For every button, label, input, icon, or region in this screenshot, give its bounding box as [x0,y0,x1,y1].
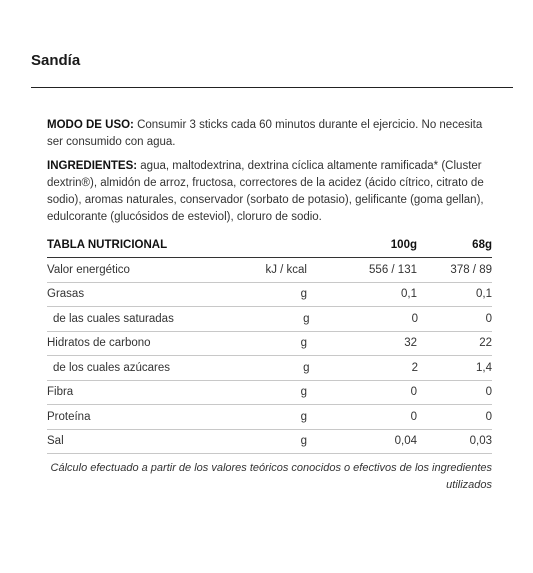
footnote: Cálculo efectuado a partir de los valores teóricos conocidos o efectivos de los ingredientes utilizados [50,462,492,491]
value-68g: 0 [485,312,492,325]
value-68g: 378 / 89 [450,263,492,276]
usage-paragraph [47,117,492,151]
value-100g: 556 / 131 [369,263,417,276]
nutrient-name: Hidratos de carbono [47,337,151,350]
nutrient-name: Valor energético [47,263,130,276]
value-100g: 0 [410,386,417,399]
value-68g: 22 [479,337,492,350]
header-68g: 68g [472,239,492,251]
table-row [47,430,492,455]
ingredients-text: agua, maltodextrina, dextrina cíclica altamente ramificada* (Cluster dextrin®), almidón de arroz, fructosa, correctores de la acidez (ácido cítrico, citrato de sodio), aromas naturales, conservador (sorbato de potasio), gelificante (goma gellan), edulcorante (glucósidos de esteviol), cloruro de sodio. [47,160,484,223]
nutrient-name: Fibra [47,386,74,399]
table-row [47,356,492,381]
usage-label: MODO DE USO: [47,119,134,131]
table-row [47,307,492,332]
nutrient-unit: g [300,386,307,399]
nutrient-unit: g [300,410,307,423]
nutrient-name: de los cuales azúcares [53,361,170,374]
nutrient-unit: g [303,361,310,374]
value-100g: 2 [411,361,419,374]
ingredients-label: INGREDIENTES: [47,160,138,172]
header-100g: 100g [390,239,417,251]
product-title: Sandía [31,52,81,69]
nutrient-unit: kJ / kcal [265,263,307,276]
value-100g: 32 [404,337,417,350]
nutrient-name: Proteína [47,410,91,423]
value-68g: 0,1 [476,288,492,301]
nutrient-unit: g [303,312,310,325]
nutrition-table-header [47,233,492,258]
header-name: TABLA NUTRICIONAL [47,239,168,251]
table-row [47,332,492,357]
nutrient-name: de las cuales saturadas [53,312,174,325]
value-68g: 0,03 [469,435,492,448]
table-row [47,381,492,406]
title-divider [31,87,513,88]
nutrient-unit: g [300,435,307,448]
value-68g: 0 [485,386,492,399]
value-100g: 0,04 [394,435,417,448]
value-100g: 0 [411,312,419,325]
table-row [47,405,492,430]
nutrient-name: Sal [47,435,64,448]
nutrient-unit: g [300,337,307,350]
nutrition-rows [47,258,492,454]
value-100g: 0 [410,410,417,423]
value-68g: 0 [485,410,492,423]
value-100g: 0,1 [401,288,417,301]
nutrition-table [47,233,492,454]
nutrient-name: Grasas [47,288,85,301]
table-row [47,258,492,283]
ingredients-paragraph [47,158,492,226]
value-68g: 1,4 [476,361,492,374]
table-row [47,283,492,308]
nutrient-unit: g [300,288,307,301]
usage-text: Consumir 3 sticks cada 60 minutos durante el ejercicio. No necesita ser consumido con agua. [47,119,483,148]
